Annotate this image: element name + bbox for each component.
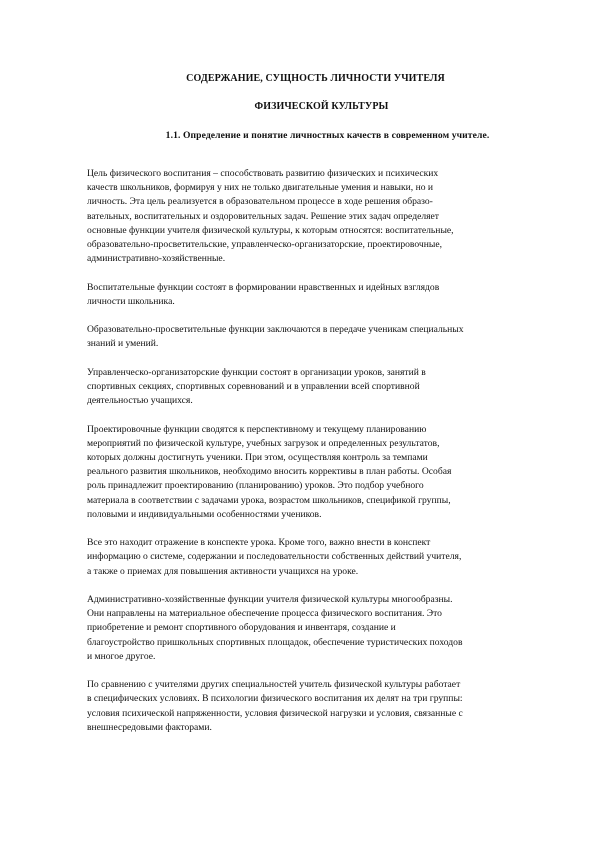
paragraph	[87, 281, 562, 309]
paragraph-line: внешнесредовыми факторами.	[87, 721, 212, 733]
paragraph-line: личность. Эта цель реализуется в образовательном процессе в ходе решения образо-	[87, 196, 433, 208]
paragraph-line: спортивных секциях, спортивных соревнований и в управлении всей спортивной	[87, 381, 420, 392]
paragraph-line: качеств школьников, формируя у них не только двигательные умения и навыки, но и	[87, 182, 434, 194]
paragraph-line: Цель физического воспитания – способствовать развитию физических и психических	[87, 168, 439, 179]
paragraph	[87, 678, 562, 735]
paragraph-line: и многое другое.	[87, 650, 156, 662]
paragraph-line: Образовательно-просветительные функции заключаются в передаче ученикам специальных	[87, 324, 464, 336]
paragraph-line: материала в соответствии с задачами урока, возрастом школьников, спецификой группы,	[87, 494, 451, 506]
paragraph	[87, 323, 562, 351]
paragraph-line: а также о приемах для повышения активности учащихся на уроке.	[87, 565, 359, 577]
paragraph-line: реального развития школьников, необходимо вносить коррективы в план работы. Особая	[87, 466, 452, 478]
paragraph-line: Воспитательные функции состоят в формировании нравственных и идейных взглядов	[87, 281, 440, 293]
document-title-line-2: ФИЗИЧЕСКОЙ КУЛЬТУРЫ	[254, 101, 389, 112]
paragraph	[87, 423, 562, 522]
paragraph-line: Они направлены на материальное обеспечение процесса физического воспитания. Это	[87, 608, 442, 620]
paragraph-line: По сравнению с учителями других специальностей учитель физической культуры работает	[87, 679, 461, 691]
paragraph-line: которых должны достигнуть ученики. При этом, осуществляя контроль за темпами	[87, 452, 428, 463]
paragraph-line: информацию о системе, содержании и последовательности собственных действий учителя,	[87, 551, 462, 563]
paragraph-line: деятельностью учащихся.	[87, 395, 193, 407]
paragraph-line: благоустройство пришкольных спортивных площадок, обеспечение туристических походов	[87, 636, 463, 648]
paragraph-line: вательных, воспитательных и оздоровительных задач. Решение этих задач определяет	[87, 210, 439, 222]
paragraph-line: мероприятий по физической культуре, учебных загрузок и определенных результатов,	[87, 437, 440, 449]
paragraph	[87, 536, 562, 579]
document-body	[87, 167, 562, 735]
paragraph-line: приобретение и ремонт спортивного оборудования и инвентаря, создание и	[87, 622, 396, 634]
paragraph-line: знаний и умений.	[87, 338, 159, 350]
paragraph-line: Все это находит отражение в конспекте урока. Кроме того, важно внести в конспект	[87, 537, 431, 549]
paragraph-line: личности школьника.	[87, 295, 175, 307]
paragraph-line: условия психической напряженности, условия физической нагрузки и условия, связанные с	[87, 707, 463, 719]
paragraph-line: в специфических условиях. В психологии физического воспитания их делят на три группы:	[87, 693, 463, 705]
paragraph-line: основные функции учителя физической культуры, к которым относятся: воспитательные,	[87, 224, 454, 236]
paragraph-line: административно-хозяйственные.	[87, 253, 226, 265]
paragraph	[87, 167, 562, 266]
paragraph-line: Административно-хозяйственные функции учителя физической культуры многообразны.	[87, 594, 453, 605]
paragraph	[87, 593, 562, 664]
section-heading: 1.1. Определение и понятие личностных качеств в современном учителе.	[165, 130, 490, 141]
document-title-line-1: СОДЕРЖАНИЕ, СУЩНОСТЬ ЛИЧНОСТИ УЧИТЕЛЯ	[186, 73, 445, 84]
paragraph-line: роль принадлежит проектированию (планированию) уроков. Это подбор учебного	[87, 480, 424, 492]
paragraph-line: Проектировочные функции сводятся к перспективному и текущему планированию	[87, 423, 427, 435]
paragraph	[87, 366, 562, 409]
paragraph-line: образовательно-просветительские, управленческо-организаторские, проектировочные,	[87, 239, 442, 251]
paragraph-line: Управленческо-организаторские функции состоят в организации уроков, занятий в	[87, 366, 426, 378]
paragraph-line: половыми и индивидуальными особенностями учеников.	[87, 508, 322, 520]
